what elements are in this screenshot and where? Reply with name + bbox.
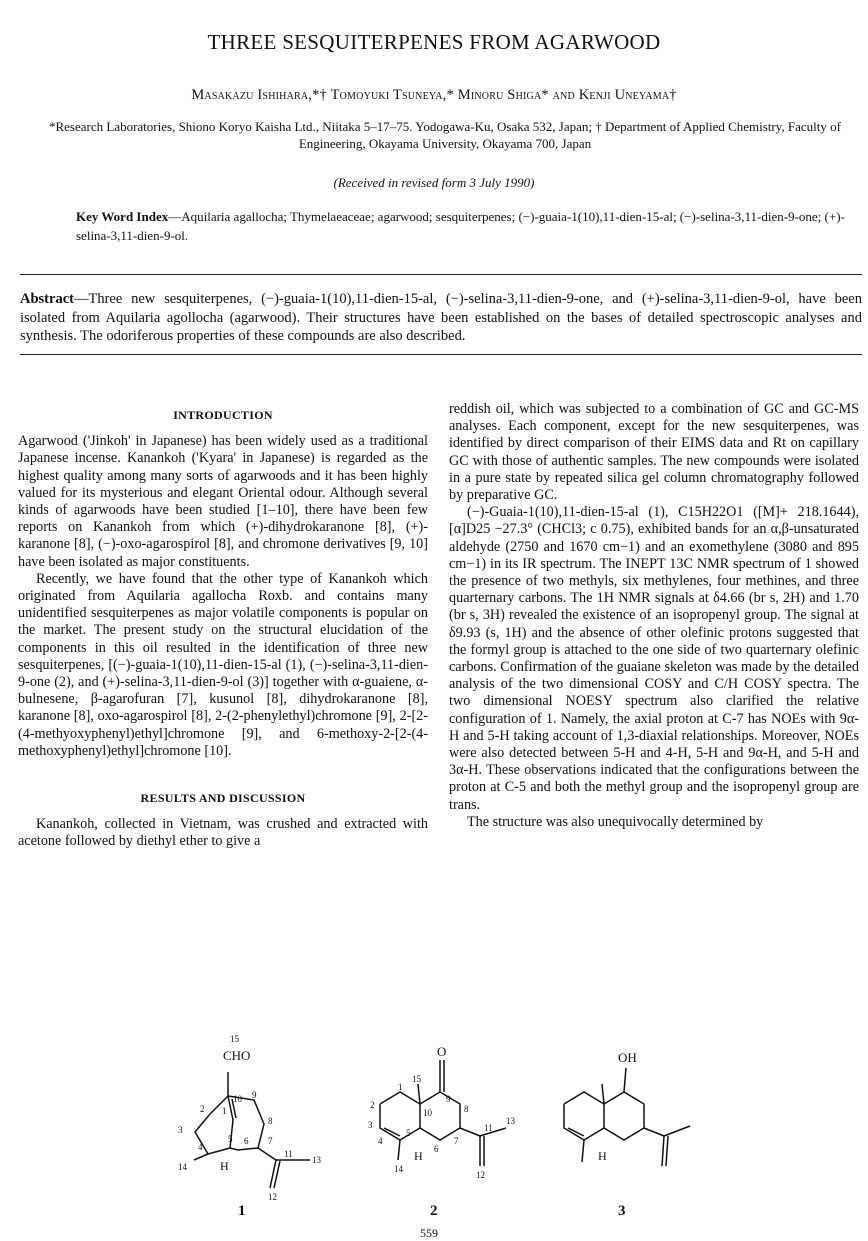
right-paragraph-2: (−)-Guaia-1(10),11-dien-15-al (1), C15H22O1 ([M]+ 218.1644), [α]D25 −27.3° (CHCl3; c 0.75), exhibited bands for an α,β-unsaturated aldehyde (2750 and 1670 cm−1) and an exomethylene (3080 and 895 cm−1) in its IR spectrum. The INEPT 13C NMR spectrum of 1 showed the presence of two methyls, six methylenes, four methines, and three quarternary carbons. The 1H NMR signals at δ4.66 (br s, 2H) and 1.70 (br s, 3H) revealed the existence of an isopropenyl group. The signal at δ9.93 (s, 1H) and the absence of other olefinic protons suggested that the formyl group is attached to the one side of two quarternary olefinic carbons. Confirmation of the guaiane skeleton was made by the detailed analysis of the two dimensional COSY and C/H COSY spectra. The two dimensional NOESY spectrum also clarified the relative configuration of 1. Namely, the axial proton at C-7 has NOEs with 9α-H and 5-H taking account of 1,3-diaxial relationships. Moreover, NOEs were also detected between 5-H and 4-H, 5-H and 9α-H, and 5-H and 3α-H. These observations indicated that the configurations between the proton at C-5 and both the methyl group and the isopropenyl group are trans. xyxy=(449,504,859,813)
s1-num1: 1 xyxy=(222,1106,227,1116)
s2-num6: 6 xyxy=(434,1144,439,1154)
keyword-index xyxy=(76,207,858,245)
rule-bottom xyxy=(20,354,862,355)
affiliation: *Research Laboratories, Shiono Koryo Kaisha Ltd., Niitaka 5–17–75. Yodogawa-Ku, Osaka 532, Japan; † Department of Applied Chemistry, Faculty of Engineering, Okayama University, Okayama 700, Japan xyxy=(48,119,841,151)
s2-num11: 11 xyxy=(484,1123,493,1133)
left-column xyxy=(18,407,428,851)
s2-num8: 8 xyxy=(464,1104,469,1114)
abstract-text: —Three new sesquiterpenes, (−)-guaia-1(10),11-dien-15-al, (−)-selina-3,11-dien-9-one, and (+)-selina-3,11-dien-9-ol, have been isolated from Aquilaria agollocha (agarwood). Their structures have been established on the bases of detailed spectroscopic analyses and synthesis. The odoriferous properties of these compounds are also described. xyxy=(20,291,862,344)
rule-top xyxy=(20,274,862,275)
s1-num3: 3 xyxy=(178,1125,183,1135)
s2-num10: 10 xyxy=(423,1108,432,1118)
s2-num3: 3 xyxy=(368,1120,373,1130)
intro-paragraph-2: Recently, we have found that the other type of Kanankoh which originated from Aquilaria agallocha Roxb. and contains many unidentified sesquiterpenes as major volatile components is popular on the market. The present study on the structural elucidation of the components in this oil resulted in the identification of three new sesquiterpenes, [(−)-guaia-1(10),11-dien-15-al (1), (−)-selina-3,11-dien-9-one (2), and (+)-selina-3,11-dien-9-ol (3)] together with α-guaiene, α-bulnesene, β-agarofuran [7], kusunol [8], dihydrokaranone [8], karanone [8], oxo-agarospirol [8], 2-(2-phenylethyl)chromone [9], 2-[2-(4-methyoxyphenyl)ethyl]chromone [9], and 6-methoxy-2-[2-(4-methoxyphenyl)ethyl]chromone [10]. xyxy=(18,570,428,759)
s2-num9: 9 xyxy=(446,1094,451,1104)
paper-title: THREE SESQUITERPENES FROM AGARWOOD xyxy=(207,30,661,54)
s2-num2: 2 xyxy=(370,1100,375,1110)
s2-num13: 13 xyxy=(506,1116,515,1126)
received-date: (Received in revised form 3 July 1990) xyxy=(333,175,535,190)
s2-num12: 12 xyxy=(476,1170,485,1180)
s1-num14: 14 xyxy=(178,1162,187,1172)
s2-num15: 15 xyxy=(412,1074,421,1084)
s2-oxygen: O xyxy=(437,1044,447,1059)
s1-num7: 7 xyxy=(268,1136,273,1146)
abstract-label: Abstract xyxy=(20,291,74,307)
s1-hydrogen: H xyxy=(220,1159,229,1173)
structure-1-label: 1 xyxy=(238,1203,246,1219)
page-number: 559 xyxy=(420,1226,438,1240)
s3-hydroxyl: OH xyxy=(618,1050,637,1065)
keyword-label: Key Word Index xyxy=(76,209,169,224)
s1-num4: 4 xyxy=(198,1142,203,1152)
s1-num9: 9 xyxy=(252,1090,257,1100)
right-paragraph-1: reddish oil, which was subjected to a combination of GC and GC-MS analyses. Each component, except for the new sesquiterpenes, was identified by direct comparison of their EIMS data and Rt on capillary GC with those of authentic samples. The new compounds were isolated in a pure state by repeated silica gel column chromatography followed by preparative GC. xyxy=(449,401,859,504)
s1-num11: 11 xyxy=(284,1149,293,1159)
results-heading: RESULTS AND DISCUSSION xyxy=(140,791,306,806)
results-paragraph-1: Kanankoh, collected in Vietnam, was crushed and extracted with acetone followed by diethyl ether to give a xyxy=(18,816,428,850)
s2-num7: 7 xyxy=(454,1136,459,1146)
abstract xyxy=(20,290,862,346)
s1-num10: 10 xyxy=(233,1094,242,1104)
s1-num12: 12 xyxy=(268,1192,277,1202)
s1-cho: CHO xyxy=(223,1048,251,1063)
author-list: Masakazu Ishihara,*† Tomoyuki Tsuneya,* Minoru Shiga* and Kenji Uneyama† xyxy=(191,87,677,103)
s2-num1: 1 xyxy=(398,1082,403,1092)
s2-num4: 4 xyxy=(378,1136,383,1146)
s2-hydrogen: H xyxy=(414,1149,423,1163)
structure-2-label: 2 xyxy=(430,1203,438,1219)
s1-num13: 13 xyxy=(312,1155,321,1165)
s1-num8: 8 xyxy=(268,1116,273,1126)
s1-num6: 6 xyxy=(244,1136,249,1146)
structure-3-label: 3 xyxy=(618,1203,626,1219)
structure-3 xyxy=(564,1050,690,1219)
keyword-text: —Aquilaria agallocha; Thymelaeaceae; agarwood; sesquiterpenes; (−)-guaia-1(10),11-dien-15-al; (−)-selina-3,11-dien-9-one; (+)-selina-3,11-dien-9-ol. xyxy=(76,209,845,243)
introduction-heading: INTRODUCTION xyxy=(173,408,273,422)
s3-hydrogen: H xyxy=(598,1149,607,1163)
structure-1 xyxy=(178,1034,322,1219)
s2-num14: 14 xyxy=(394,1164,403,1174)
right-column xyxy=(449,401,859,831)
chemical-structures xyxy=(150,1020,710,1220)
s1-num2: 2 xyxy=(200,1104,205,1114)
s1-num5: 5 xyxy=(228,1134,233,1144)
s2-num5: 5 xyxy=(406,1128,411,1138)
structure-2 xyxy=(368,1044,516,1219)
intro-paragraph-1: Agarwood ('Jinkoh' in Japanese) has been widely used as a traditional Japanese incense. Kanankoh ('Kyara' in Japanese) is regarded as the highest quality among many sorts of agarwoods and it has been highly valued for its mysterious and elegant Oriental odour. Although several kinds of agarwoods have been studied [1–10], there have been few reports on Kanankoh from which (+)-dihydrokaranone [8], (+)-karanone [8], (−)-oxo-agarospirol [8], and chromone derivatives [9, 10] have been isolated as major constituents. xyxy=(18,433,428,570)
s1-num15: 15 xyxy=(230,1034,239,1044)
right-paragraph-3: The structure was also unequivocally determined by xyxy=(467,813,764,830)
